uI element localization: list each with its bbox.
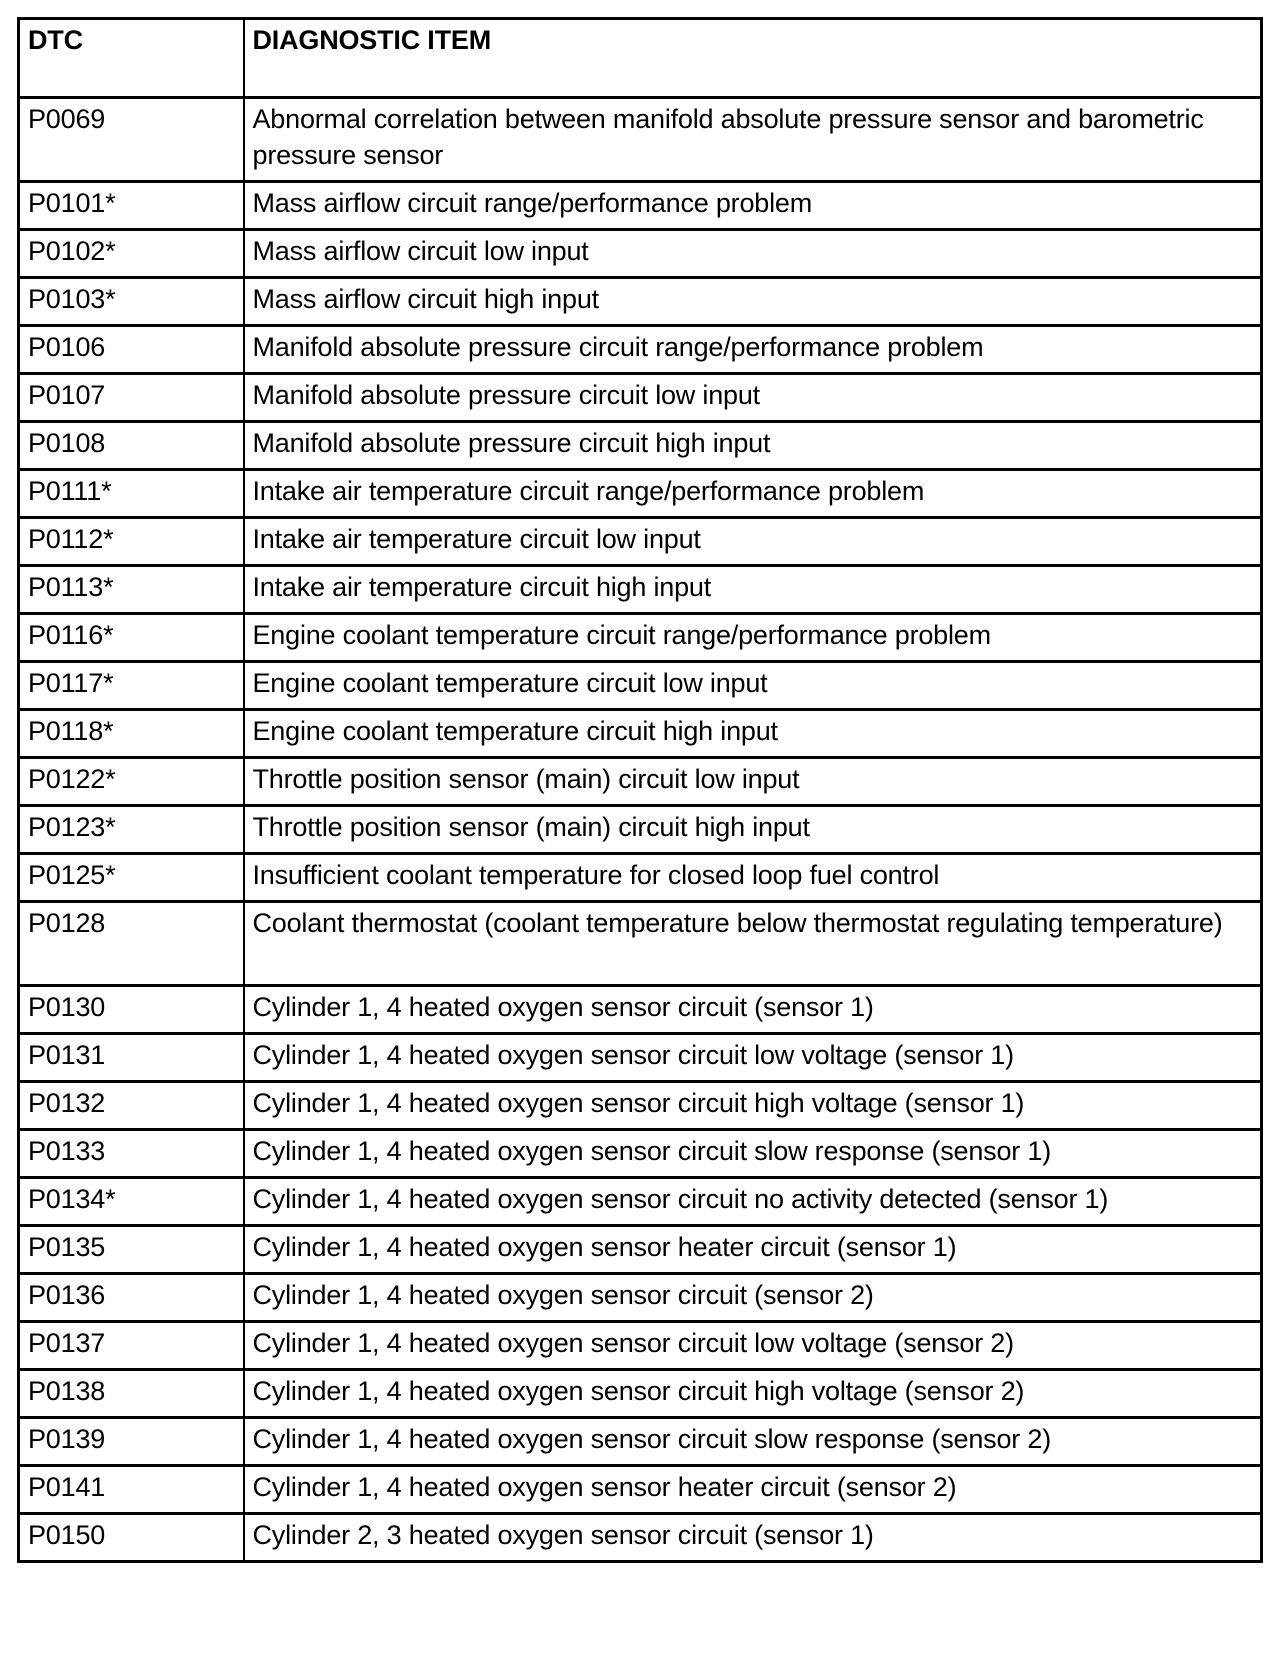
diagnostic-item-cell: Mass airflow circuit high input: [244, 278, 1262, 326]
table-row: [19, 1178, 1262, 1226]
table-row: [19, 1082, 1262, 1130]
table-row: [19, 854, 1262, 902]
table-row: [19, 1418, 1262, 1466]
diagnostic-item-cell: Cylinder 1, 4 heated oxygen sensor circuit no activity detected (sensor 1): [244, 1178, 1262, 1226]
dtc-table: [17, 17, 1263, 1563]
dtc-code-cell: P0117*: [19, 662, 244, 710]
diagnostic-item-cell: Intake air temperature circuit low input: [244, 518, 1262, 566]
diagnostic-item-cell: Cylinder 1, 4 heated oxygen sensor circuit (sensor 2): [244, 1274, 1262, 1322]
diagnostic-item-cell: Cylinder 2, 3 heated oxygen sensor circuit (sensor 1): [244, 1514, 1262, 1562]
table-row: [19, 986, 1262, 1034]
table-body: [19, 98, 1262, 1562]
header-dtc: DTC: [19, 19, 244, 98]
table-row: [19, 374, 1262, 422]
diagnostic-item-cell: Engine coolant temperature circuit range/performance problem: [244, 614, 1262, 662]
diagnostic-item-cell: Engine coolant temperature circuit high input: [244, 710, 1262, 758]
table-row: [19, 806, 1262, 854]
dtc-code-cell: P0137: [19, 1322, 244, 1370]
diagnostic-item-cell: Abnormal correlation between manifold absolute pressure sensor and barometric pressure sensor: [244, 98, 1262, 182]
dtc-code-cell: P0138: [19, 1370, 244, 1418]
table-row: [19, 566, 1262, 614]
dtc-code-cell: P0108: [19, 422, 244, 470]
diagnostic-item-cell: Manifold absolute pressure circuit range/performance problem: [244, 326, 1262, 374]
header-row: [19, 19, 1262, 98]
table-row: [19, 230, 1262, 278]
diagnostic-item-cell: Throttle position sensor (main) circuit low input: [244, 758, 1262, 806]
dtc-code-cell: P0123*: [19, 806, 244, 854]
diagnostic-item-cell: Cylinder 1, 4 heated oxygen sensor heater circuit (sensor 1): [244, 1226, 1262, 1274]
dtc-code-cell: P0107: [19, 374, 244, 422]
diagnostic-item-cell: Cylinder 1, 4 heated oxygen sensor circuit high voltage (sensor 2): [244, 1370, 1262, 1418]
table-row: [19, 710, 1262, 758]
dtc-code-cell: P0112*: [19, 518, 244, 566]
dtc-code-cell: P0122*: [19, 758, 244, 806]
dtc-code-cell: P0141: [19, 1466, 244, 1514]
dtc-code-cell: P0132: [19, 1082, 244, 1130]
diagnostic-item-cell: Cylinder 1, 4 heated oxygen sensor circuit (sensor 1): [244, 986, 1262, 1034]
diagnostic-item-cell: Throttle position sensor (main) circuit high input: [244, 806, 1262, 854]
diagnostic-item-cell: Manifold absolute pressure circuit high input: [244, 422, 1262, 470]
diagnostic-item-cell: Mass airflow circuit range/performance problem: [244, 182, 1262, 230]
table-row: [19, 1034, 1262, 1082]
diagnostic-item-cell: Intake air temperature circuit high input: [244, 566, 1262, 614]
dtc-code-cell: P0133: [19, 1130, 244, 1178]
diagnostic-item-cell: Cylinder 1, 4 heated oxygen sensor circuit low voltage (sensor 1): [244, 1034, 1262, 1082]
dtc-code-cell: P0134*: [19, 1178, 244, 1226]
table-row: [19, 182, 1262, 230]
table-row: [19, 1130, 1262, 1178]
dtc-code-cell: P0118*: [19, 710, 244, 758]
diagnostic-item-cell: Engine coolant temperature circuit low input: [244, 662, 1262, 710]
table-row: [19, 1466, 1262, 1514]
diagnostic-item-cell: Cylinder 1, 4 heated oxygen sensor circuit slow response (sensor 1): [244, 1130, 1262, 1178]
dtc-code-cell: P0131: [19, 1034, 244, 1082]
table-row: [19, 326, 1262, 374]
diagnostic-item-cell: Coolant thermostat (coolant temperature below thermostat regulating temperature): [244, 902, 1262, 986]
diagnostic-item-cell: Intake air temperature circuit range/performance problem: [244, 470, 1262, 518]
dtc-code-cell: P0130: [19, 986, 244, 1034]
dtc-code-cell: P0106: [19, 326, 244, 374]
diagnostic-item-cell: Cylinder 1, 4 heated oxygen sensor circuit slow response (sensor 2): [244, 1418, 1262, 1466]
dtc-code-cell: P0111*: [19, 470, 244, 518]
dtc-code-cell: P0113*: [19, 566, 244, 614]
table-row: [19, 1370, 1262, 1418]
table-row: [19, 758, 1262, 806]
table-row: [19, 518, 1262, 566]
dtc-code-cell: P0128: [19, 902, 244, 986]
dtc-code-cell: P0102*: [19, 230, 244, 278]
diagnostic-item-cell: Manifold absolute pressure circuit low input: [244, 374, 1262, 422]
diagnostic-item-cell: Insufficient coolant temperature for closed loop fuel control: [244, 854, 1262, 902]
table-row: [19, 278, 1262, 326]
diagnostic-item-cell: Cylinder 1, 4 heated oxygen sensor circuit low voltage (sensor 2): [244, 1322, 1262, 1370]
dtc-code-cell: P0125*: [19, 854, 244, 902]
dtc-code-cell: P0101*: [19, 182, 244, 230]
header-diagnostic-item: DIAGNOSTIC ITEM: [244, 19, 1262, 98]
diagnostic-item-cell: Mass airflow circuit low input: [244, 230, 1262, 278]
dtc-code-cell: P0135: [19, 1226, 244, 1274]
table-row: [19, 1322, 1262, 1370]
dtc-code-cell: P0150: [19, 1514, 244, 1562]
table-row: [19, 98, 1262, 182]
table-row: [19, 1226, 1262, 1274]
table-row: [19, 614, 1262, 662]
dtc-code-cell: P0139: [19, 1418, 244, 1466]
table-row: [19, 902, 1262, 986]
table-row: [19, 662, 1262, 710]
diagnostic-item-cell: Cylinder 1, 4 heated oxygen sensor heater circuit (sensor 2): [244, 1466, 1262, 1514]
dtc-code-cell: P0103*: [19, 278, 244, 326]
dtc-code-cell: P0136: [19, 1274, 244, 1322]
table-row: [19, 1274, 1262, 1322]
table-row: [19, 470, 1262, 518]
table-header: [19, 19, 1262, 98]
diagnostic-item-cell: Cylinder 1, 4 heated oxygen sensor circuit high voltage (sensor 1): [244, 1082, 1262, 1130]
table-row: [19, 1514, 1262, 1562]
table-row: [19, 422, 1262, 470]
dtc-code-cell: P0069: [19, 98, 244, 182]
dtc-code-cell: P0116*: [19, 614, 244, 662]
